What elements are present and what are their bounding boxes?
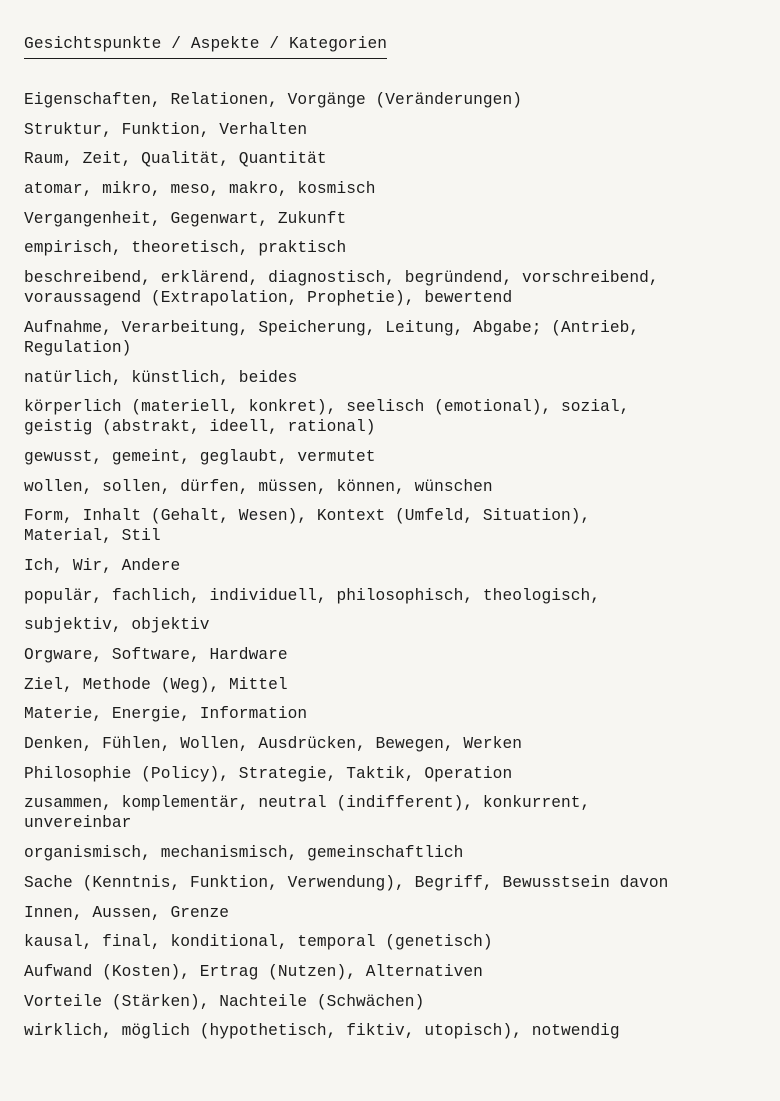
list-item: Denken, Fühlen, Wollen, Ausdrücken, Bewegen, Werken [24,735,522,754]
list-item: Orgware, Software, Hardware [24,646,288,664]
list-item: Ich, Wir, Andere [24,556,181,575]
list-item: Raum, Zeit, Qualität, Quantität [24,150,327,169]
list-item: organismisch, mechanismisch, gemeinschaftlich [24,844,464,863]
list-item: Philosophie (Policy), Strategie, Taktik, Operation [24,764,513,783]
list-item: Materie, Energie, Information [24,705,308,724]
list-item: körperlich (materiell, konkret), seelisch (emotional), sozial, geistig (abstrakt, ideell, rational) [24,398,630,437]
list-item: Eigenschaften, Relationen, Vorgänge (Veränderungen) [24,91,522,109]
list-item: populär, fachlich, individuell, philosophisch, theologisch, [24,586,601,605]
list-item: wirklich, möglich (hypothetisch, fiktiv, utopisch), notwendig [24,1022,620,1041]
list-item: natürlich, künstlich, beides [24,368,298,387]
list-item: Struktur, Funktion, Verhalten [24,120,308,139]
list-item: Sache (Kenntnis, Funktion, Verwendung), Begriff, Bewusstsein davon [24,873,669,892]
list-item: wollen, sollen, dürfen, müssen, können, wünschen [24,477,493,496]
list-item: Aufwand (Kosten), Ertrag (Nutzen), Alternativen [24,962,483,981]
list-item: gewusst, gemeint, geglaubt, vermutet [24,447,376,466]
list-item: Form, Inhalt (Gehalt, Wesen), Kontext (Umfeld, Situation), Material, Stil [24,507,591,546]
list-item: empirisch, theoretisch, praktisch [24,239,347,258]
list-item: Innen, Aussen, Grenze [24,903,230,922]
list-item: subjektiv, objektiv [24,616,210,635]
page-title: Gesichtspunkte / Aspekte / Kategorien [24,34,387,59]
list-item: kausal, final, konditional, temporal (genetisch) [24,933,493,952]
list-item: Vorteile (Stärken), Nachteile (Schwächen) [24,992,425,1011]
category-list [24,90,774,1051]
list-item: Ziel, Methode (Weg), Mittel [24,675,288,694]
list-item: beschreibend, erklärend, diagnostisch, begründend, vorschreibend, voraussagend (Extrapolation, Prophetie), bewertend [24,269,659,308]
list-item: zusammen, komplementär, neutral (indifferent), konkurrent, unvereinbar [24,794,591,833]
list-item: Aufnahme, Verarbeitung, Speicherung, Leitung, Abgabe; (Antrieb, Regulation) [24,318,640,357]
list-item: atomar, mikro, meso, makro, kosmisch [24,180,376,199]
list-item: Vergangenheit, Gegenwart, Zukunft [24,209,347,228]
